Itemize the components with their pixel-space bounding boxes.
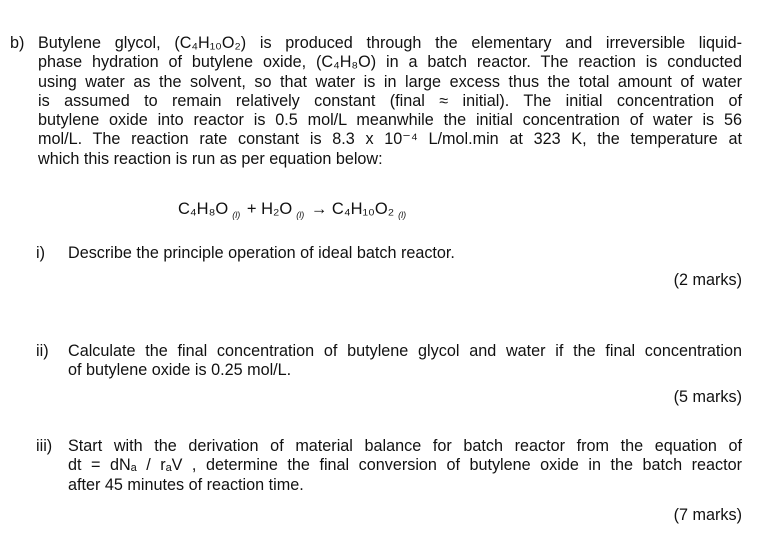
reactant-water: H₂O <box>261 200 293 218</box>
intro-line: phase hydration of butylene oxide, (C₄H₈O) in a batch reactor. The reaction is conducted <box>38 53 742 72</box>
phase-liquid-label: (l) <box>398 210 407 220</box>
part-line: of butylene oxide is 0.25 mol/L. <box>68 361 292 380</box>
part-line: Describe the principle operation of ideal batch reactor. <box>68 244 455 262</box>
reactant-butylene-oxide: C₄H₈O <box>178 200 229 218</box>
part-ii-marks: (5 marks) <box>673 388 742 406</box>
intro-line: using water as the solvent, so that water is in large excess thus the total amount of water <box>38 72 742 91</box>
part-i-marks: (2 marks) <box>673 271 742 289</box>
phase-liquid-label: (l) <box>296 210 305 220</box>
intro-line: butylene oxide into reactor is 0.5 mol/L meanwhile the initial concentration of water is 56 <box>38 111 742 130</box>
part-line: dt = dNₐ / rₐV , determine the final conversion of butylene oxide in the batch reactor <box>68 456 742 475</box>
part-iii-marks: (7 marks) <box>673 506 742 524</box>
part-iii-text <box>68 437 742 495</box>
plus-sign: + <box>246 200 257 218</box>
reaction-arrow-icon: → <box>310 200 328 218</box>
part-i-text <box>68 244 742 263</box>
question-intro <box>38 34 742 169</box>
intro-line: Butylene glycol, (C₄H₁₀O₂) is produced through the elementary and irreversible liquid- <box>38 34 742 52</box>
part-line: after 45 minutes of reaction time. <box>68 475 304 494</box>
phase-liquid-label: (l) <box>232 210 241 220</box>
part-i-label: i) <box>36 244 45 262</box>
part-line: Start with the derivation of material balance for batch reactor from the equation of <box>68 437 742 455</box>
part-ii-text <box>68 342 742 381</box>
part-iii-label: iii) <box>36 437 53 455</box>
intro-line: is assumed to remain relatively constant (final ≈ initial). The initial concentration of <box>38 91 742 110</box>
question-label: b) <box>10 34 25 52</box>
part-ii-label: ii) <box>36 342 49 360</box>
reaction-equation <box>178 200 408 220</box>
intro-line: mol/L. The reaction rate constant is 8.3 x 10⁻⁴ L/mol.min at 323 K, the temperature at <box>38 130 742 149</box>
part-line: Calculate the final concentration of butylene glycol and water if the final concentration <box>68 342 742 360</box>
product-butylene-glycol: C₄H₁₀O₂ <box>331 200 395 218</box>
intro-line: which this reaction is run as per equation below: <box>38 149 383 168</box>
